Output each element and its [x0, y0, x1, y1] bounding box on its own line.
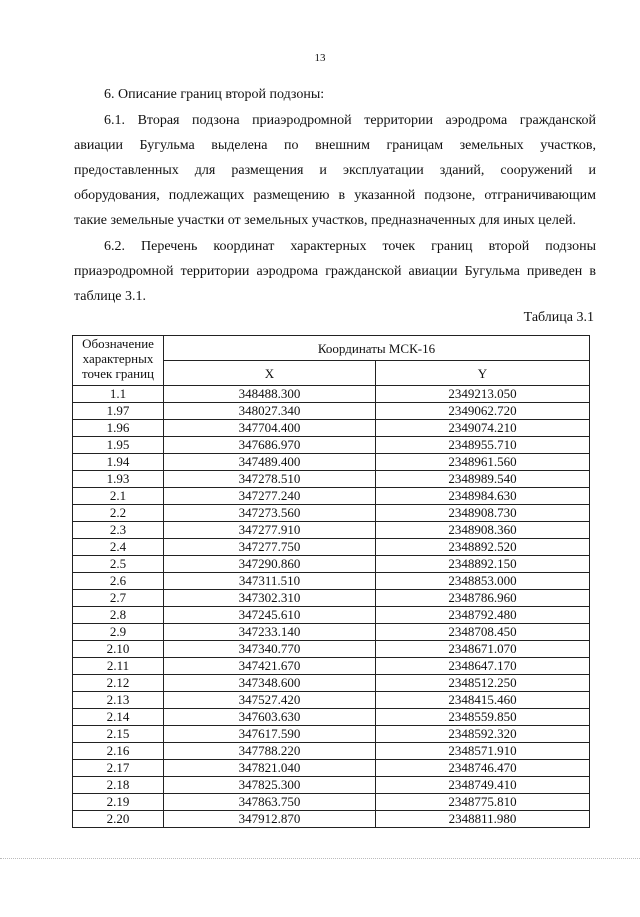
point-id-cell: 2.3	[73, 522, 164, 539]
point-id-cell: 2.16	[73, 743, 164, 760]
scan-artifact-line	[0, 858, 640, 860]
para1-line: оборудования, подлежащих размещению в указанной подзоне, отграничивающим	[74, 188, 596, 203]
table-row	[73, 488, 590, 505]
table-row	[73, 641, 590, 658]
section-title: 6. Описание границ второй подзоны:	[104, 87, 325, 102]
x-coordinate-cell: 347273.560	[164, 505, 376, 522]
y-coordinate-cell: 2348559.850	[376, 709, 590, 726]
point-id-cell: 2.6	[73, 573, 164, 590]
y-coordinate-cell: 2348955.710	[376, 437, 590, 454]
x-coordinate-cell: 347527.420	[164, 692, 376, 709]
table-row	[73, 386, 590, 403]
table-row	[73, 437, 590, 454]
table-row	[73, 522, 590, 539]
table-row	[73, 471, 590, 488]
point-id-cell: 1.97	[73, 403, 164, 420]
point-id-cell: 1.96	[73, 420, 164, 437]
para1-line: предоставленных для размещения и эксплуатации зданий, сооружений и	[74, 163, 596, 178]
x-coordinate-cell: 347489.400	[164, 454, 376, 471]
table-row	[73, 607, 590, 624]
x-coordinate-cell: 347617.590	[164, 726, 376, 743]
para2-line: 6.2. Перечень координат характерных точек границ второй подзоны	[104, 239, 596, 254]
y-coordinate-cell: 2348792.480	[376, 607, 590, 624]
x-coordinate-cell: 347421.670	[164, 658, 376, 675]
coordinates-table	[72, 335, 590, 828]
x-coordinate-cell: 347912.870	[164, 811, 376, 828]
para1-line: 6.1. Вторая подзона приаэродромной территории аэродрома гражданской	[104, 113, 596, 128]
point-designation-header: Обозначение характерных точек границ	[73, 336, 164, 386]
x-coordinate-cell: 347277.240	[164, 488, 376, 505]
x-coordinate-cell: 347686.970	[164, 437, 376, 454]
y-coordinate-cell: 2348989.540	[376, 471, 590, 488]
table-row	[73, 624, 590, 641]
para1-line: авиации Бугульма выделена по внешним границам земельных участков,	[74, 138, 596, 153]
x-coordinate-cell: 347863.750	[164, 794, 376, 811]
y-coordinate-cell: 2348512.250	[376, 675, 590, 692]
y-coordinate-cell: 2348908.360	[376, 522, 590, 539]
page-number: 13	[314, 52, 326, 64]
table-row	[73, 794, 590, 811]
y-coordinate-cell: 2348892.150	[376, 556, 590, 573]
y-coordinate-cell: 2349074.210	[376, 420, 590, 437]
table-row	[73, 420, 590, 437]
x-coordinate-cell: 347311.510	[164, 573, 376, 590]
y-coordinate-cell: 2348749.410	[376, 777, 590, 794]
point-id-cell: 1.1	[73, 386, 164, 403]
x-coordinate-cell: 347277.750	[164, 539, 376, 556]
point-id-cell: 2.12	[73, 675, 164, 692]
table-row	[73, 692, 590, 709]
point-id-cell: 2.14	[73, 709, 164, 726]
table-row	[73, 760, 590, 777]
x-coordinate-cell: 347348.600	[164, 675, 376, 692]
y-column-header: Y	[376, 361, 590, 386]
coordinates-table-body	[73, 386, 590, 828]
y-coordinate-cell: 2348708.450	[376, 624, 590, 641]
table-row	[73, 675, 590, 692]
y-coordinate-cell: 2349062.720	[376, 403, 590, 420]
y-coordinate-cell: 2348984.630	[376, 488, 590, 505]
table-row	[73, 539, 590, 556]
point-id-cell: 2.5	[73, 556, 164, 573]
coordinate-system-header: Координаты МСК-16	[164, 336, 590, 361]
x-coordinate-cell: 347245.610	[164, 607, 376, 624]
y-coordinate-cell: 2348571.910	[376, 743, 590, 760]
y-coordinate-cell: 2348908.730	[376, 505, 590, 522]
table-row	[73, 403, 590, 420]
y-coordinate-cell: 2348786.960	[376, 590, 590, 607]
para2-line: таблице 3.1.	[74, 289, 146, 304]
point-id-cell: 2.4	[73, 539, 164, 556]
point-id-cell: 1.94	[73, 454, 164, 471]
point-id-cell: 2.2	[73, 505, 164, 522]
table-row	[73, 777, 590, 794]
x-coordinate-cell: 348027.340	[164, 403, 376, 420]
x-coordinate-cell: 347290.860	[164, 556, 376, 573]
x-coordinate-cell: 347821.040	[164, 760, 376, 777]
table-row	[73, 743, 590, 760]
point-id-cell: 2.13	[73, 692, 164, 709]
paragraph-6-2	[74, 234, 596, 309]
y-coordinate-cell: 2348592.320	[376, 726, 590, 743]
table-row	[73, 811, 590, 828]
x-coordinate-cell: 347825.300	[164, 777, 376, 794]
x-coordinate-cell: 347704.400	[164, 420, 376, 437]
para2-line: приаэродромной территории аэродрома гражданской авиации Бугульма приведен в	[74, 264, 596, 279]
table-row	[73, 726, 590, 743]
point-id-cell: 2.17	[73, 760, 164, 777]
para1-line: такие земельные участки от земельных участков, предназначенных для иных целей.	[74, 213, 577, 228]
table-row	[73, 658, 590, 675]
x-coordinate-cell: 348488.300	[164, 386, 376, 403]
y-coordinate-cell: 2348775.810	[376, 794, 590, 811]
table-caption: Таблица 3.1	[523, 310, 594, 325]
x-coordinate-cell: 347302.310	[164, 590, 376, 607]
point-id-cell: 2.7	[73, 590, 164, 607]
x-coordinate-cell: 347277.910	[164, 522, 376, 539]
table-row	[73, 556, 590, 573]
x-coordinate-cell: 347340.770	[164, 641, 376, 658]
y-coordinate-cell: 2348811.980	[376, 811, 590, 828]
y-coordinate-cell: 2348961.560	[376, 454, 590, 471]
point-id-cell: 1.95	[73, 437, 164, 454]
section-title-block	[74, 82, 596, 107]
y-coordinate-cell: 2349213.050	[376, 386, 590, 403]
x-coordinate-cell: 347603.630	[164, 709, 376, 726]
table-row	[73, 573, 590, 590]
table-row	[73, 505, 590, 522]
point-id-cell: 2.15	[73, 726, 164, 743]
point-id-cell: 2.1	[73, 488, 164, 505]
x-column-header: X	[164, 361, 376, 386]
table-row	[73, 590, 590, 607]
y-coordinate-cell: 2348647.170	[376, 658, 590, 675]
y-coordinate-cell: 2348671.070	[376, 641, 590, 658]
y-coordinate-cell: 2348853.000	[376, 573, 590, 590]
point-id-cell: 2.9	[73, 624, 164, 641]
y-coordinate-cell: 2348746.470	[376, 760, 590, 777]
point-id-cell: 1.93	[73, 471, 164, 488]
point-id-cell: 2.18	[73, 777, 164, 794]
y-coordinate-cell: 2348892.520	[376, 539, 590, 556]
point-id-cell: 2.11	[73, 658, 164, 675]
table-row	[73, 709, 590, 726]
x-coordinate-cell: 347233.140	[164, 624, 376, 641]
point-id-cell: 2.20	[73, 811, 164, 828]
y-coordinate-cell: 2348415.460	[376, 692, 590, 709]
x-coordinate-cell: 347278.510	[164, 471, 376, 488]
point-id-cell: 2.10	[73, 641, 164, 658]
table-row	[73, 454, 590, 471]
paragraph-6-1	[74, 108, 596, 233]
x-coordinate-cell: 347788.220	[164, 743, 376, 760]
point-id-cell: 2.8	[73, 607, 164, 624]
point-id-cell: 2.19	[73, 794, 164, 811]
